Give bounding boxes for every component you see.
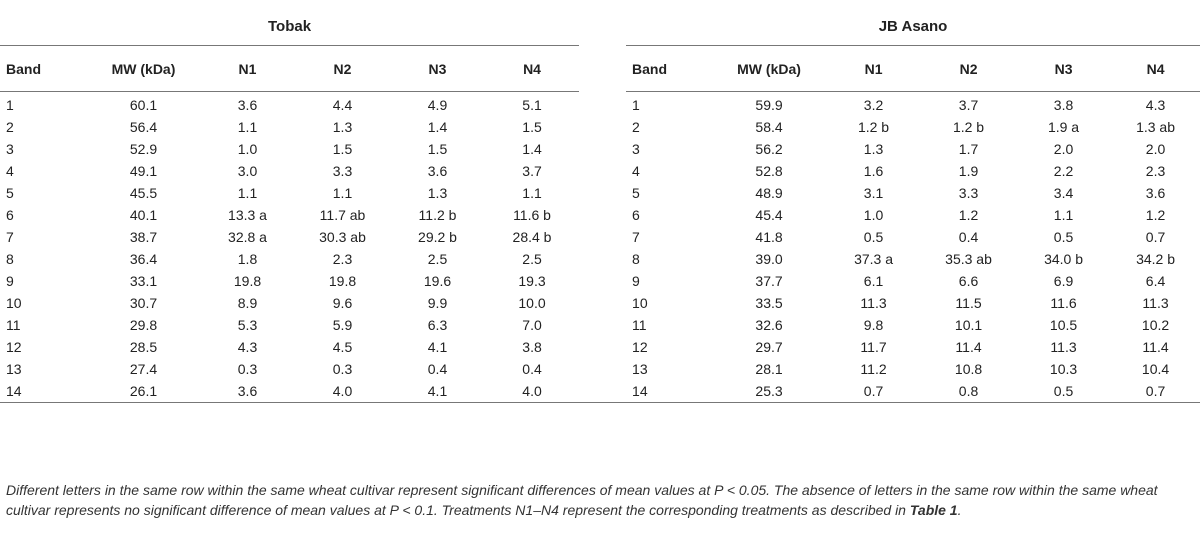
table-cell: 3.6 [427,163,448,179]
table-cell: 1.8 [237,251,258,267]
table-cell: 28.1 [755,361,783,377]
table-cell: 11 [6,317,21,333]
table-cell: 45.5 [129,185,158,201]
table-cell: 3 [632,141,640,157]
column-gap [579,7,626,46]
table-cell: 7.0 [522,317,542,333]
table-cell: 2.3 [1145,163,1166,179]
table-cell: 11.6 b [513,207,551,223]
col-header-n1: N1 [826,46,921,92]
column-gap [579,336,626,358]
table-cell: 11.3 [1050,339,1077,355]
table-cell: 34.2 b [1136,251,1175,267]
table-cell: 1 [6,97,14,113]
table-cell: 4.9 [427,97,448,113]
table-cell: 6.3 [427,317,448,333]
table-cell: 4.1 [427,339,448,355]
table-cell: 1.3 [427,185,448,201]
table-cell: 34.0 b [1044,251,1083,267]
col-header-n1: N1 [200,46,295,92]
table-cell: 29.8 [129,317,158,333]
table-cell: 2.0 [1145,141,1166,157]
table-cell: 0.7 [1145,229,1166,245]
table-cell: 1.0 [237,141,258,157]
table-row [0,336,1200,358]
col-header-n2: N2 [921,46,1016,92]
col-header-n3: N3 [1016,46,1111,92]
table-cell: 12 [6,339,22,355]
table-cell: 8 [6,251,14,267]
col-header-n4: N4 [485,46,579,92]
table-cell: 41.8 [755,229,783,245]
table-cell: 2.3 [332,251,353,267]
table-cell: 40.1 [129,207,158,223]
table-cell: 11.7 [860,339,887,355]
table-cell: 56.4 [129,119,158,135]
table-cell: 14 [626,380,712,403]
footnote-end: . [957,502,962,518]
table-cell: 4 [6,163,14,179]
table-cell: 39.0 [755,251,783,267]
table-cell: 25.3 [712,380,826,403]
table-cell: 4.0 [295,380,390,403]
table-cell: 58.4 [755,119,783,135]
table-cell: 13.3 a [228,207,267,223]
table-cell: 19.8 [233,273,262,289]
column-gap [579,160,626,182]
table-cell: 38.7 [129,229,158,245]
table-cell: 2.5 [522,251,542,267]
table-cell: 11.2 [860,361,887,377]
table-cell: 1.2 b [952,119,985,135]
table-cell: 30.3 ab [319,229,366,245]
cultivar-heading-jb-asano: JB Asano [626,7,1200,46]
table-cell: 3.6 [1145,185,1166,201]
table-cell: 19.8 [328,273,357,289]
table-cell: 11.3 [1142,295,1169,311]
table-cell: 10.0 [518,295,546,311]
table-cell: 4.1 [390,380,485,403]
table-cell: 9 [6,273,14,289]
column-gap [579,358,626,380]
table-body [0,92,1200,403]
table-cell: 5 [6,185,14,201]
table-row [0,248,1200,270]
table-cell: 1.6 [863,163,884,179]
table-cell: 1.3 [863,141,884,157]
table-cell: 4.0 [485,380,579,403]
table-cell: 0.4 [427,361,448,377]
table-cell: 7 [6,229,14,245]
table-cell: 0.4 [958,229,979,245]
table-cell: 5.1 [522,97,542,113]
table-cell: 29.2 b [418,229,457,245]
col-header-n3: N3 [390,46,485,92]
table-cell: 11 [632,317,647,333]
table-cell: 32.6 [755,317,783,333]
cultivar-header-row [0,7,1200,46]
cultivar-heading-tobak: Tobak [0,7,579,46]
table-cell: 0.7 [1111,380,1200,403]
table-cell: 11.5 [955,295,982,311]
column-gap [579,182,626,204]
table-row [0,116,1200,138]
column-gap [579,248,626,270]
col-header-band: Band [626,46,712,92]
table-cell: 26.1 [87,380,200,403]
table-cell: 4.3 [237,339,258,355]
table-cell: 10.3 [1049,361,1078,377]
table-cell: 10 [632,295,648,311]
table-cell: 0.3 [237,361,258,377]
footnote-table-reference: Table 1 [909,502,958,518]
table-cell: 30.7 [129,295,158,311]
table-cell: 11.6 [1050,295,1077,311]
table-cell: 0.8 [921,380,1016,403]
table-cell: 19.6 [423,273,452,289]
footnote-text: Different letters in the same row within the same wheat cultivar represent significant differences of mean values at P < 0.05. The absence of letters in the same row within the same wheat cultivar represents no significant difference of mean values at P < 0.1. Treatments N1–N4 represent the corresponding treatments as described in [6,482,1158,518]
table-row [0,138,1200,160]
table-cell: 1.9 [958,163,979,179]
table-cell: 2.2 [1053,163,1074,179]
table-cell: 2.0 [1053,141,1074,157]
table-cell: 37.3 a [854,251,893,267]
table-cell: 11.2 b [418,207,457,223]
column-gap [579,46,626,92]
table-cell: 1.5 [332,141,353,157]
table-row [0,182,1200,204]
table-cell: 28.4 b [512,229,552,245]
table-cell: 48.9 [755,185,783,201]
table-row [0,270,1200,292]
table-cell: 0.4 [522,361,542,377]
table-cell: 3.4 [1053,185,1074,201]
table-row [0,204,1200,226]
table-cell: 1.2 [958,207,979,223]
table-cell: 45.4 [755,207,783,223]
table-cell: 59.9 [755,97,783,113]
col-header-mw: MW (kDa) [87,46,200,92]
table-cell: 3.2 [863,97,884,113]
column-gap [579,270,626,292]
table-cell: 1.9 a [1047,119,1080,135]
column-gap [579,204,626,226]
table-cell: 0.7 [826,380,921,403]
table-cell: 3.3 [958,185,979,201]
col-header-mw: MW (kDa) [712,46,826,92]
table-cell: 3.0 [237,163,258,179]
table-cell: 10 [6,295,22,311]
column-gap [579,138,626,160]
table-cell: 6 [632,207,640,223]
table-cell: 11.4 [955,339,982,355]
column-gap [579,116,626,138]
table-cell: 1.3 [332,119,353,135]
table-cell: 52.9 [129,141,158,157]
table-cell: 37.7 [755,273,783,289]
table-cell: 3.6 [237,97,258,113]
col-header-n4: N4 [1111,46,1200,92]
table-cell: 19.3 [518,273,546,289]
table-cell: 6.1 [863,273,884,289]
data-table [0,7,1200,403]
table-row [0,292,1200,314]
table-cell: 1.0 [863,207,884,223]
table-cell: 4.3 [1145,97,1166,113]
table-cell: 10.5 [1049,317,1078,333]
column-gap [579,314,626,336]
table-cell: 9.8 [863,317,884,333]
table-cell: 11.4 [1142,339,1169,355]
table-cell: 12 [632,339,648,355]
table-cell: 0.5 [863,229,884,245]
table-cell: 1.1 [237,185,258,201]
table-cell: 6.6 [958,273,979,289]
col-header-band: Band [0,46,87,92]
table-cell: 4.4 [332,97,353,113]
table-row [0,380,1200,403]
table-cell: 28.5 [129,339,158,355]
table-cell: 3.3 [332,163,353,179]
table-cell: 60.1 [129,97,158,113]
column-gap [579,292,626,314]
table-cell: 32.8 a [228,229,267,245]
table-cell: 10.8 [954,361,983,377]
table-cell: 29.7 [755,339,783,355]
table-cell: 3.7 [522,163,542,179]
table-cell: 35.3 ab [945,251,992,267]
table-cell: 0.3 [332,361,353,377]
table-cell: 9 [632,273,640,289]
table-cell: 0.5 [1016,380,1111,403]
table-row [0,92,1200,117]
table-cell: 3.8 [522,339,542,355]
table-cell: 9.6 [332,295,353,311]
table-cell: 2 [6,119,14,135]
table-cell: 1.1 [237,119,258,135]
column-gap [579,92,626,117]
table-cell: 14 [0,380,87,403]
table-cell: 8.9 [237,295,258,311]
table-cell: 6.9 [1053,273,1074,289]
table-cell: 2.5 [427,251,448,267]
column-gap [579,226,626,248]
table-cell: 4.5 [332,339,353,355]
table-cell: 13 [632,361,648,377]
table-cell: 2 [632,119,640,135]
table-cell: 1.1 [1053,207,1074,223]
table-cell: 3 [6,141,14,157]
table-cell: 1 [632,97,640,113]
table-cell: 27.4 [129,361,158,377]
table-cell: 1.5 [522,119,542,135]
table-cell: 49.1 [129,163,158,179]
table-cell: 1.2 [1145,207,1166,223]
table-cell: 3.8 [1053,97,1074,113]
table-cell: 11.7 ab [319,207,366,223]
table-row [0,314,1200,336]
table-cell: 10.2 [1141,317,1170,333]
table-cell: 1.1 [522,185,542,201]
table-cell: 4 [632,163,640,179]
table-cell: 6.4 [1145,273,1166,289]
table-cell: 11.3 [860,295,887,311]
table-cell: 9.9 [427,295,448,311]
table-cell: 1.4 [427,119,448,135]
table-cell: 33.1 [129,273,158,289]
table-cell: 5 [632,185,640,201]
column-header-row [0,46,1200,92]
table-cell: 5.3 [237,317,258,333]
table-footnote [6,480,1196,520]
table-cell: 3.1 [863,185,884,201]
table-cell: 6 [6,207,14,223]
table-cell: 10.1 [954,317,983,333]
table-cell: 5.9 [332,317,353,333]
table-cell: 8 [632,251,640,267]
table-row [0,160,1200,182]
table-cell: 0.5 [1053,229,1074,245]
table-cell: 1.5 [427,141,448,157]
table-cell: 1.7 [958,141,979,157]
table-cell: 10.4 [1141,361,1170,377]
table-cell: 13 [6,361,22,377]
table-cell: 1.1 [332,185,353,201]
table-row [0,226,1200,248]
column-gap [579,380,626,403]
table-cell: 3.6 [200,380,295,403]
table-cell: 56.2 [755,141,783,157]
table-cell: 1.4 [522,141,542,157]
col-header-n2: N2 [295,46,390,92]
table-cell: 7 [632,229,640,245]
table-cell: 52.8 [755,163,783,179]
table-cell: 1.2 b [857,119,890,135]
table-cell: 33.5 [755,295,783,311]
table-cell: 1.3 ab [1136,119,1175,135]
table-cell: 3.7 [958,97,979,113]
table-row [0,358,1200,380]
table-cell: 36.4 [129,251,158,267]
